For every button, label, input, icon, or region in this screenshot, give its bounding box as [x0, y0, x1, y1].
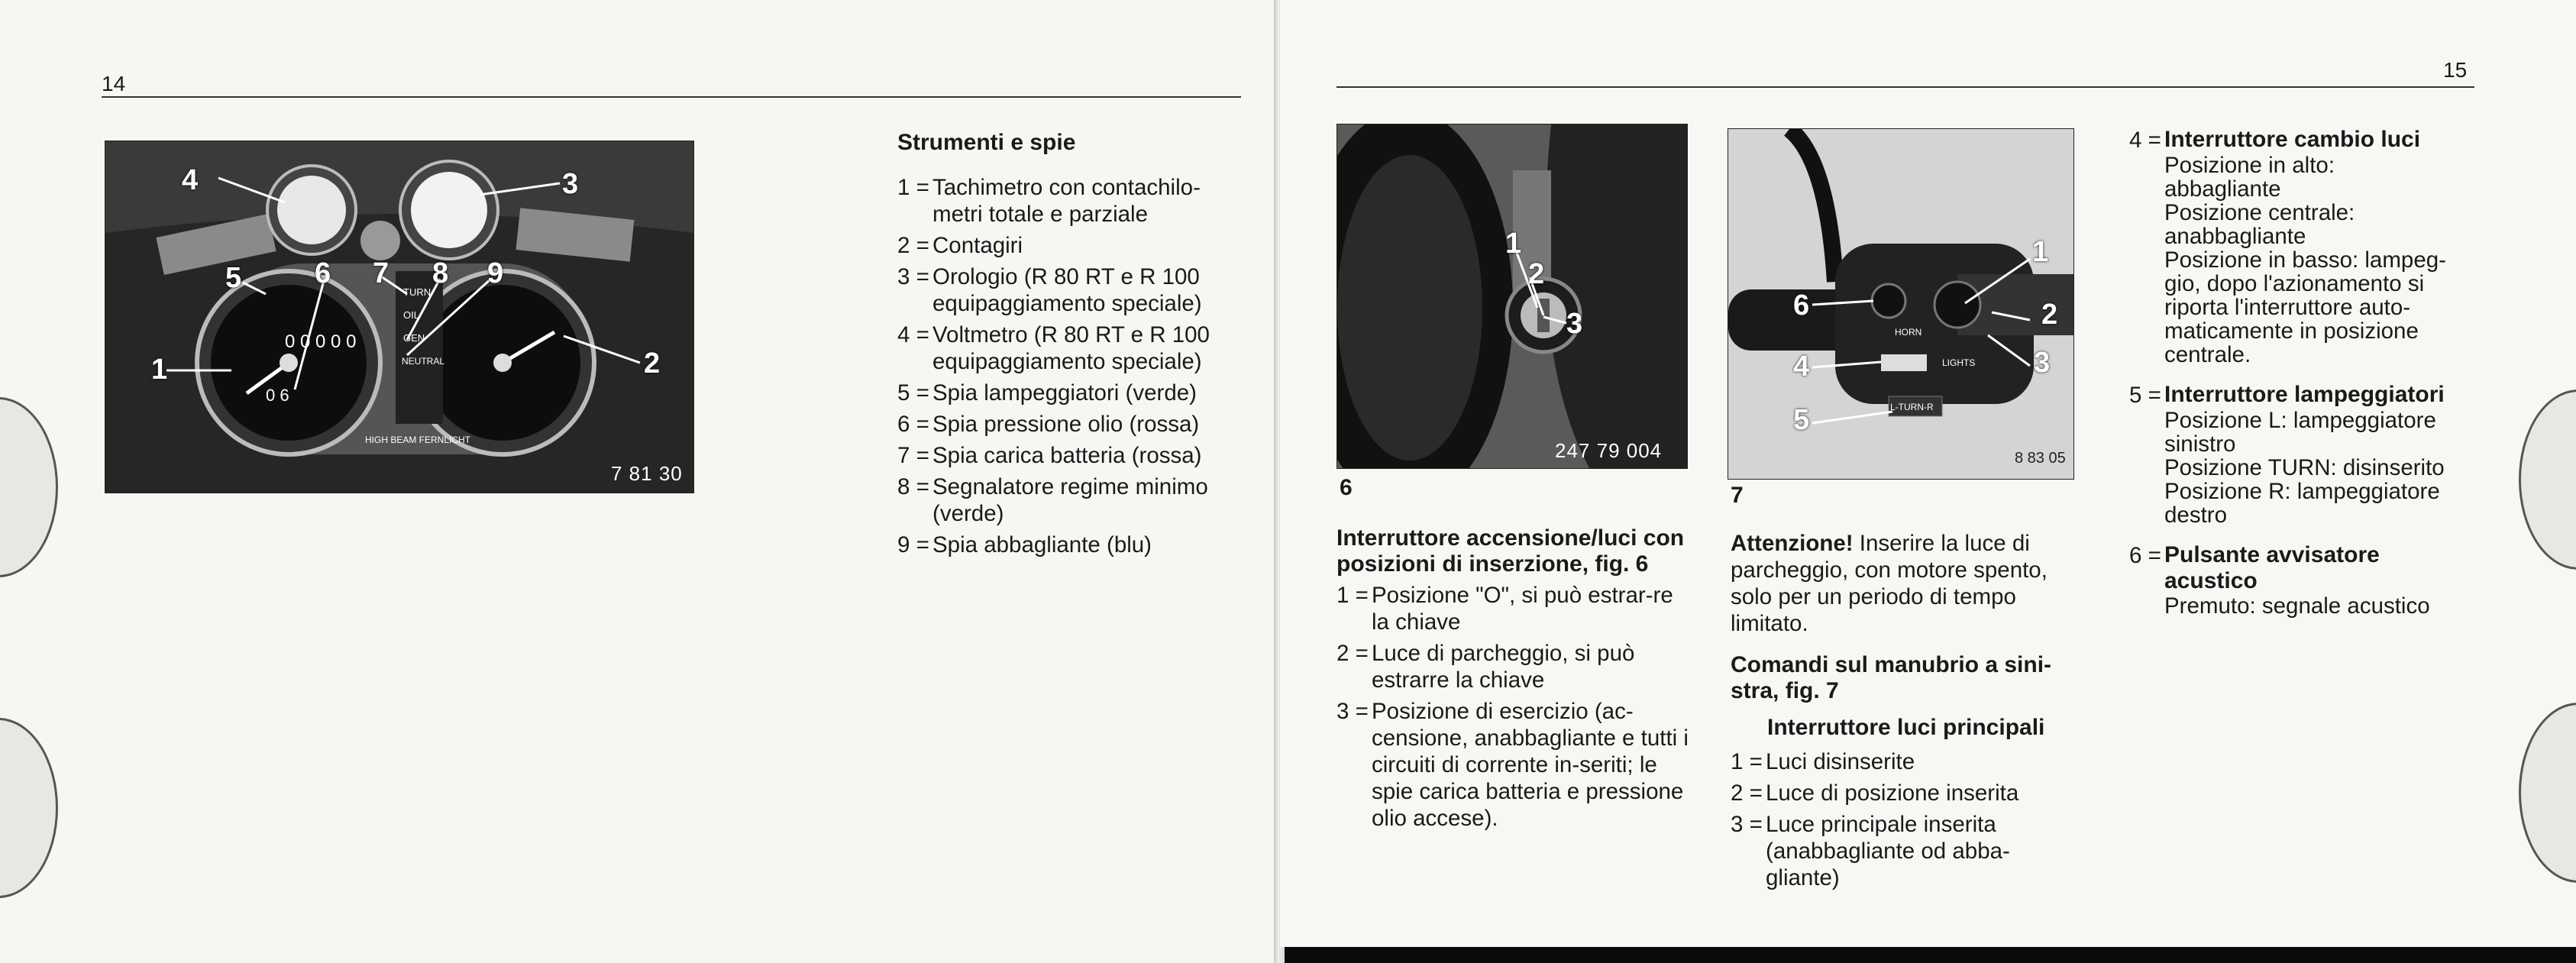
callout-9: 9 [487, 257, 504, 289]
fig7-callout-1: 1 [2032, 236, 2049, 268]
instruments-list [897, 174, 1241, 558]
header-rule-right [1336, 86, 2474, 88]
fig7-callout-3: 3 [2034, 347, 2051, 379]
attention-note [1731, 530, 2082, 637]
item-number: 8 = [897, 474, 929, 499]
right-page [1280, 0, 2576, 947]
control-description-line: Posizione in alto: [2164, 153, 2335, 178]
instrument-item [897, 411, 1241, 438]
light-switch-item [1731, 811, 2082, 891]
item-number: 4 = [897, 322, 929, 347]
binding-ring [2519, 703, 2576, 883]
control-entry [2129, 542, 2473, 618]
control-description-line: Posizione L: lampeggiatore [2164, 408, 2436, 433]
item-number: 2 = [1731, 780, 1763, 806]
item-number: 2 = [1336, 641, 1369, 666]
control-description-line: Posizione TURN: disinserito [2164, 455, 2445, 480]
turn-lamp-label: TURN [403, 286, 431, 298]
item-text: Luce di parcheggio, si può estrarre la chiave [1372, 641, 1635, 693]
page-number-right: 15 [2443, 58, 2468, 82]
callout-6: 6 [315, 257, 331, 289]
instrument-item [897, 380, 1241, 406]
callout-3: 3 [562, 168, 579, 200]
section-title: Strumenti e spie [897, 130, 1076, 155]
control-entry-heading [2129, 127, 2473, 153]
instrument-item [897, 442, 1241, 469]
fig7-list [1731, 748, 2082, 891]
fig7-callout-5: 5 [1793, 404, 1810, 436]
item-text: Voltmetro (R 80 RT e R 100 equipaggiamento speciale) [932, 322, 1210, 374]
control-entry-heading [2129, 382, 2473, 409]
item-text: Orologio (R 80 RT e R 100 equipaggiamento speciale) [932, 264, 1202, 316]
neutral-lamp-label: NEUTRAL [402, 356, 445, 367]
ignition-switch-photo [1336, 124, 1688, 469]
control-title: Interruttore lampeggiatori [2164, 382, 2445, 407]
controls-descriptions [2129, 127, 2473, 633]
control-description-line: sinistro [2164, 431, 2236, 457]
control-title: Pulsante avvisatore acustico [2164, 542, 2380, 593]
left-page [0, 0, 1280, 963]
control-description-line: Posizione R: lampeggiatore [2164, 479, 2440, 504]
binding-ring [0, 397, 58, 577]
ignition-position-item [1336, 582, 1695, 635]
page-number-left: 14 [102, 72, 126, 95]
fig7-callout-4: 4 [1793, 351, 1810, 383]
control-description-line: Premuto: segnale acustico [2164, 593, 2430, 619]
handlebar-controls-photo [1728, 128, 2074, 480]
fig7-subtitle: Interruttore luci principali [1767, 715, 2045, 740]
instrument-item [897, 174, 1241, 228]
control-description-line: centrale. [2164, 342, 2251, 367]
control-description-line: gio, dopo l'azionamento si [2164, 271, 2425, 296]
control-entry-heading [2129, 542, 2473, 594]
control-entry [2129, 382, 2473, 527]
attention-text: Inserire la luce di parcheggio, con motore spento, solo per un periodo di tempo limitato. [1731, 531, 2048, 636]
callout-5: 5 [225, 262, 242, 294]
gen-lamp-label: GEN [403, 332, 425, 344]
item-number: 5 = [2129, 383, 2161, 408]
fig7-callout-6: 6 [1793, 289, 1810, 322]
callout-7: 7 [373, 257, 389, 289]
item-number: 1 = [897, 175, 929, 200]
attention-bold: Attenzione! [1731, 531, 1854, 556]
callout-8: 8 [432, 257, 449, 289]
item-text: Luce principale inserita (anabbagliante od abba-gliante) [1766, 812, 2010, 890]
item-text: Spia carica batteria (rossa) [932, 443, 1202, 468]
fig7-section [1731, 530, 2082, 896]
fig6-callout-2: 2 [1528, 258, 1545, 290]
photo-ref-code: 7 81 30 [611, 462, 683, 485]
fig6-callout-1: 1 [1505, 228, 1522, 260]
item-number: 2 = [897, 233, 929, 258]
control-description-line: riporta l'interruttore auto- [2164, 295, 2411, 320]
oil-lamp-label: OIL [403, 309, 419, 321]
control-entry [2129, 127, 2473, 367]
item-text: Posizione di esercizio (ac-censione, anabbagliante e tutti i circuiti di corrente in-seriti; le spie carica batteria e pressione olio accese). [1372, 699, 1689, 831]
item-text: Luci disinserite [1766, 749, 1915, 774]
fig6-list [1336, 582, 1695, 832]
item-number: 3 = [897, 264, 929, 289]
control-title: Interruttore cambio luci [2164, 127, 2421, 152]
item-number: 5 = [897, 380, 929, 406]
instrument-item [897, 473, 1241, 527]
item-number: 3 = [1731, 812, 1763, 837]
binding-ring [0, 718, 58, 898]
instrument-item [897, 322, 1241, 375]
ignition-position-item [1336, 640, 1695, 693]
control-description-line: Posizione centrale: [2164, 200, 2355, 225]
control-description-line: anabbagliante [2164, 224, 2306, 249]
control-description-line: Posizione in basso: lampeg- [2164, 247, 2446, 273]
svg-text:0 0 0 0 0: 0 0 0 0 0 [285, 331, 357, 352]
fig7-callout-2: 2 [2041, 299, 2058, 331]
binding-ring [2519, 389, 2576, 570]
fig6-callout-3: 3 [1566, 308, 1583, 340]
control-description-line: abbagliante [2164, 176, 2281, 202]
instrument-item [897, 532, 1241, 558]
item-number: 1 = [1336, 583, 1369, 608]
item-number: 6 = [2129, 543, 2161, 568]
fig7-title: Comandi sul manubrio a sini-stra, fig. 7 [1731, 652, 2052, 703]
callout-2: 2 [644, 347, 661, 380]
fig6-section [1336, 525, 1695, 836]
item-number: 9 = [897, 532, 929, 557]
control-description-line: destro [2164, 503, 2227, 528]
fig6-label: 6 [1340, 475, 1353, 500]
light-switch-item [1731, 780, 2082, 806]
svg-text:0 6: 0 6 [266, 386, 289, 405]
header-rule-left [102, 96, 1241, 98]
instrument-item [897, 263, 1241, 317]
item-text: Segnalatore regime minimo (verde) [932, 474, 1208, 526]
fig6-ref-code: 247 79 004 [1555, 439, 1663, 462]
horn-label: HORN [1895, 327, 1922, 338]
item-number: 1 = [1731, 749, 1763, 774]
callout-4: 4 [182, 164, 199, 196]
control-description-line: maticamente in posizione [2164, 318, 2419, 344]
fig6-title: Interruttore accensione/luci con posizioni di inserzione, fig. 6 [1336, 525, 1685, 577]
ignition-position-item [1336, 698, 1695, 832]
instrument-item [897, 232, 1241, 259]
item-text: Posizione "O", si può estrar-re la chiave [1372, 583, 1673, 635]
instruments-section [897, 130, 1241, 563]
item-text: Spia lampeggiatori (verde) [932, 380, 1197, 406]
fig7-label: 7 [1731, 483, 1744, 508]
lights-label: LIGHTS [1942, 357, 1976, 368]
item-number: 6 = [897, 412, 929, 437]
item-text: Spia pressione olio (rossa) [932, 412, 1200, 437]
light-switch-item [1731, 748, 2082, 775]
turn-switch-label: L-TURN-R [1890, 402, 1934, 412]
callout-1: 1 [151, 354, 168, 386]
item-number: 4 = [2129, 128, 2161, 153]
item-number: 3 = [1336, 699, 1369, 724]
fig7-ref-code: 8 83 05 [2015, 450, 2066, 467]
item-text: Contagiri [932, 233, 1023, 258]
instrument-cluster-photo [105, 141, 694, 493]
highbeam-label: HIGH BEAM FERNLICHT [365, 435, 471, 445]
item-number: 7 = [897, 443, 929, 468]
item-text: Spia abbagliante (blu) [932, 532, 1152, 557]
item-text: Tachimetro con contachilo-metri totale e parziale [932, 175, 1201, 227]
item-text: Luce di posizione inserita [1766, 780, 2019, 806]
